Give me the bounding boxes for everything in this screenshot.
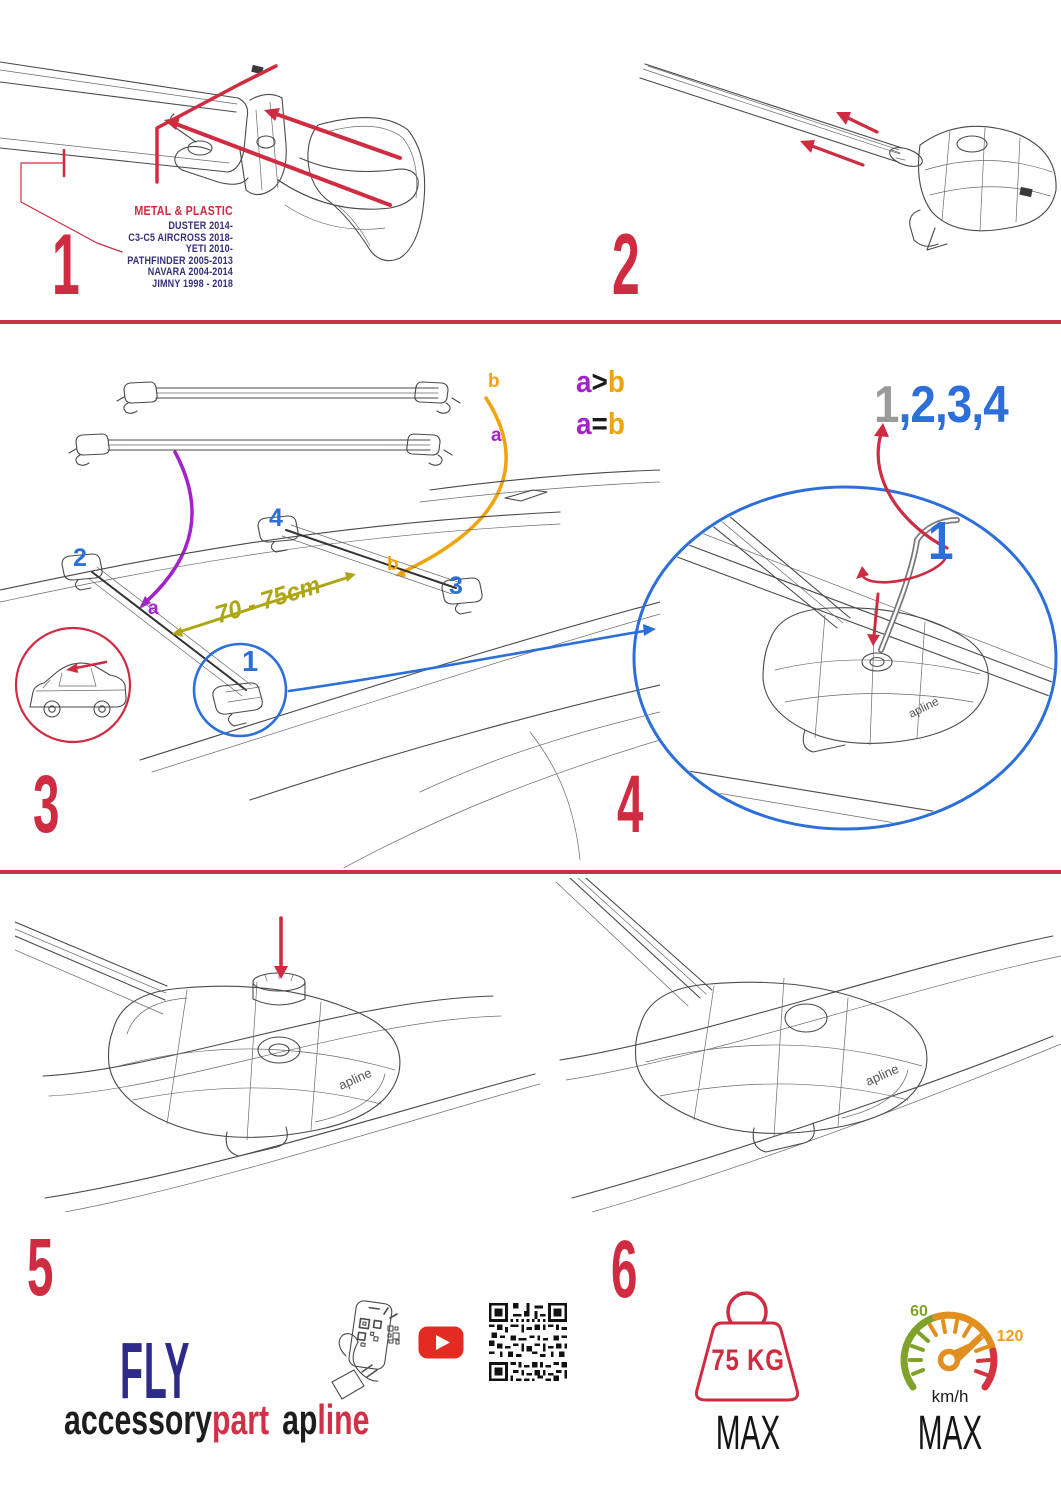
step-4-number: 4 [617, 759, 644, 850]
step-2-number: 2 [612, 217, 640, 313]
brand-accessory: accessory [64, 1396, 212, 1443]
step4-drawing-tighten-detail [615, 370, 1061, 862]
apline-logo: apline [863, 1060, 901, 1089]
brand-ap: ap [282, 1396, 318, 1443]
rule-a: a [576, 406, 592, 441]
sequence-rest: ,2,3,4 [898, 376, 1008, 434]
phone-qr-scan-icon [318, 1298, 402, 1406]
section-divider [0, 320, 1061, 324]
foot-with-cap [109, 973, 400, 1156]
speed-120-label: 120 [996, 1328, 1024, 1345]
step-5-number: 5 [27, 1222, 54, 1313]
roof-b-label: b [387, 554, 399, 575]
brand-part: part [211, 1396, 270, 1443]
apline-logo: apline [906, 694, 942, 721]
fly-wordmark: FLY [120, 1326, 191, 1415]
step5-drawing-cap-press [15, 878, 540, 1212]
rule-op: = [591, 406, 608, 441]
step-1-number: 1 [52, 217, 80, 313]
position-4-label: 4 [269, 504, 283, 532]
youtube-icon [418, 1326, 464, 1359]
mounted-crossbar-front [62, 554, 262, 726]
foot-1-callout: 1 [928, 511, 954, 571]
step-3-number: 3 [33, 759, 60, 850]
brand-line: line [317, 1396, 370, 1443]
car-direction-icon [16, 628, 130, 742]
model-line: PATHFINDER 2005-2013 [127, 254, 233, 267]
crossbar-b [117, 382, 460, 413]
position-1-label: 1 [242, 646, 259, 678]
crossbar-distance-label: 70 - 75cm [211, 570, 324, 630]
rule-b: b [607, 364, 625, 399]
material-label: METAL & PLASTIC [134, 203, 233, 218]
rule-b: b [607, 406, 625, 441]
step2-drawing-bar-insert [620, 50, 1061, 300]
position-3-label: 3 [449, 572, 463, 600]
step1-vehicle-list [91, 203, 233, 290]
max-speed-label: MAX [917, 1407, 983, 1460]
step6-drawing-finished-foot [548, 878, 1061, 1212]
magnifier-ellipse [634, 487, 1056, 829]
model-line: NAVARA 2004-2014 [147, 266, 233, 278]
apline-logo: apline [336, 1064, 374, 1093]
sequence-first: 1 [874, 376, 899, 434]
bar-b-label: b [488, 371, 500, 392]
model-line: JIMNY 1998 - 2018 [152, 277, 233, 290]
step3-drawing-roof-layout [0, 340, 660, 868]
max-weight-label: MAX [715, 1407, 781, 1460]
model-line: C3-C5 AIRCROSS 2018- [128, 231, 233, 244]
crossbar-a [69, 434, 452, 465]
roof-a-label: a [148, 598, 159, 619]
rule-a: a [576, 364, 592, 399]
model-line: DUSTER 2014- [168, 220, 233, 232]
speed-unit-label: km/h [931, 1387, 969, 1406]
max-weight-value: 75 KG [711, 1344, 785, 1377]
qr-code [489, 1303, 567, 1381]
model-line: YETI 2010- [185, 243, 233, 255]
bar-a-label: a [491, 425, 502, 446]
position-2-label: 2 [73, 544, 87, 572]
installed-foot [636, 978, 927, 1152]
tighten-sequence-label [874, 376, 1008, 434]
speed-60-label: 60 [910, 1303, 928, 1320]
rule-op: > [591, 364, 608, 399]
section-divider [0, 870, 1061, 874]
step-6-number: 6 [611, 1224, 638, 1315]
